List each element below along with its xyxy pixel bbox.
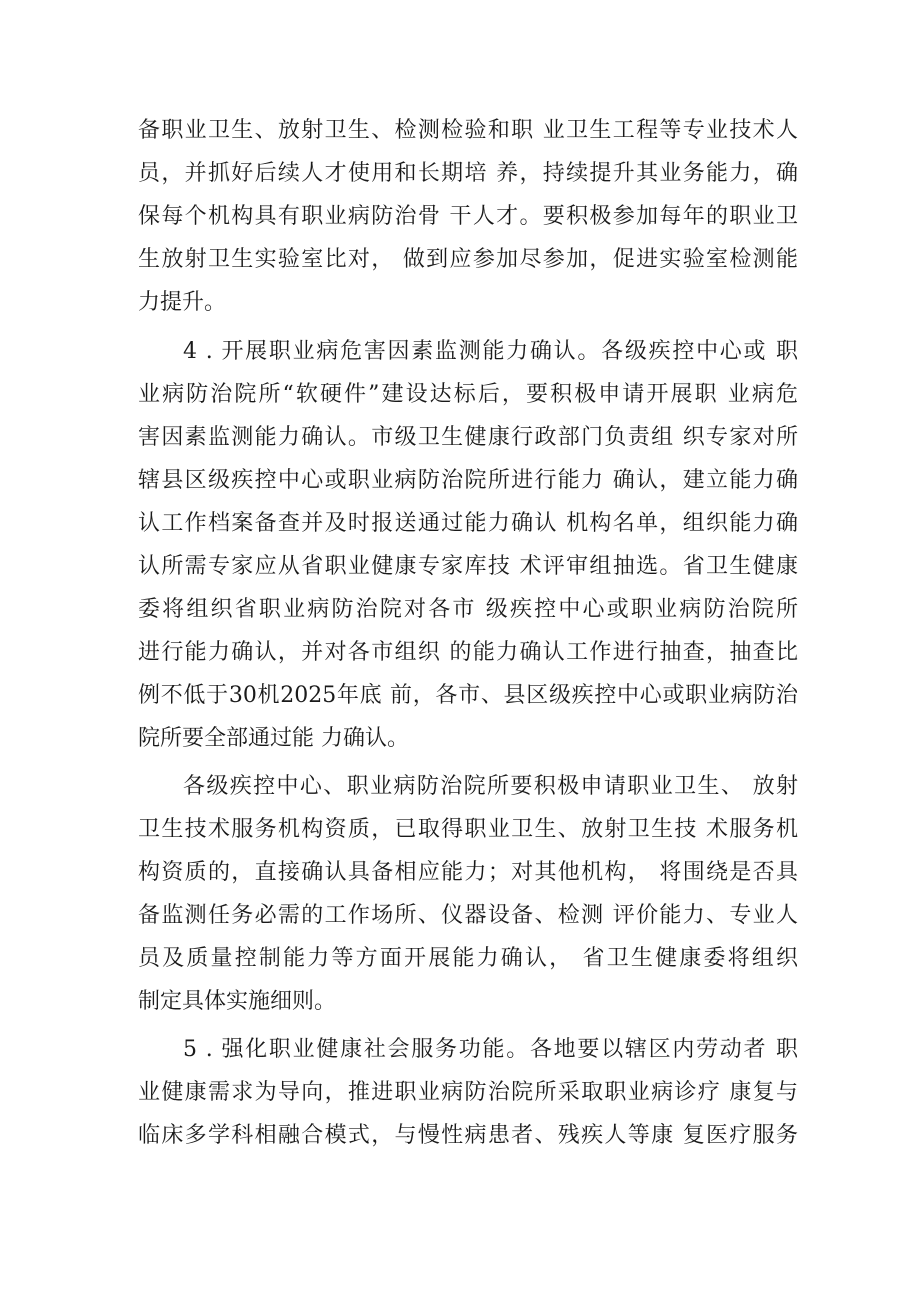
text-line: 认工作档案备查并及时报送通过能力确认 机构名单，组织能力确 — [138, 511, 798, 536]
text-line: 害因素监测能力确认。市级卫生健康行政部门负责组 织专家对所 — [138, 425, 798, 450]
text-line: 辖县区级疾控中心或职业病防治院所进行能力 确认，建立能力确 — [138, 468, 798, 493]
text-line: 生放射卫生实验室比对， 做到应参加尽参加，促进实验室检测能 — [138, 247, 798, 272]
text-line: 力提升。 — [138, 290, 227, 315]
text-line: 进行能力确认，并对各市组织 的能力确认工作进行抽查，抽查比 — [138, 640, 798, 665]
text-line: 制定具体实施细则。 — [138, 989, 337, 1014]
text-line: 备监测任务必需的工作场所、仪器设备、检测 评价能力、专业人 — [138, 903, 798, 928]
text-line: 员，并抓好后续人才使用和长期培 养，持续提升其业务能力，确 — [138, 161, 798, 186]
text-line: 例不低于30机2025年底 前，各市、县区级疾控中心或职业病防治 — [138, 683, 798, 708]
text-line: 业病防治院所“软硬件”建设达标后，要积极申请开展职 业病危 — [138, 382, 798, 407]
text-line: 业健康需求为导向，推进职业病防治院所采取职业病诊疗 康复与 — [138, 1080, 798, 1105]
text-line: 认所需专家应从省职业健康专家库技 术评审组抽选。省卫生健康 — [138, 554, 798, 579]
text-line: 员及质量控制能力等方面开展能力确认， 省卫生健康委将组织 — [138, 946, 798, 971]
text-line: 院所要全部通过能 力确认。 — [138, 726, 409, 751]
text-line: 备职业卫生、放射卫生、检测检验和职 业卫生工程等专业技术人 — [138, 118, 798, 143]
paragraph-4-heading-line: 4 . 开展职业病危害因素监测能力确认。各级疾控中心或 职 — [183, 339, 798, 364]
text-line: 临床多学科相融合模式，与慢性病患者、残疾人等康 复医疗服务 — [138, 1123, 798, 1148]
text-line: 构资质的，直接确认具备相应能力；对其他机构， 将围绕是否具 — [138, 860, 798, 885]
text-line: 委将组织省职业病防治院对各市 级疾控中心或职业病防治院所 — [138, 597, 798, 622]
text-line: 保每个机构具有职业病防治骨 干人才。要积极参加每年的职业卫 — [138, 204, 798, 229]
paragraph-5-heading-line: 5 . 强化职业健康社会服务功能。各地要以辖区内劳动者 职 — [183, 1037, 798, 1062]
paragraph-start-line: 各级疾控中心、职业病防治院所要积极申请职业卫生、 放射 — [183, 774, 798, 799]
text-line: 卫生技术服务机构资质，已取得职业卫生、放射卫生技 术服务机 — [138, 817, 798, 842]
